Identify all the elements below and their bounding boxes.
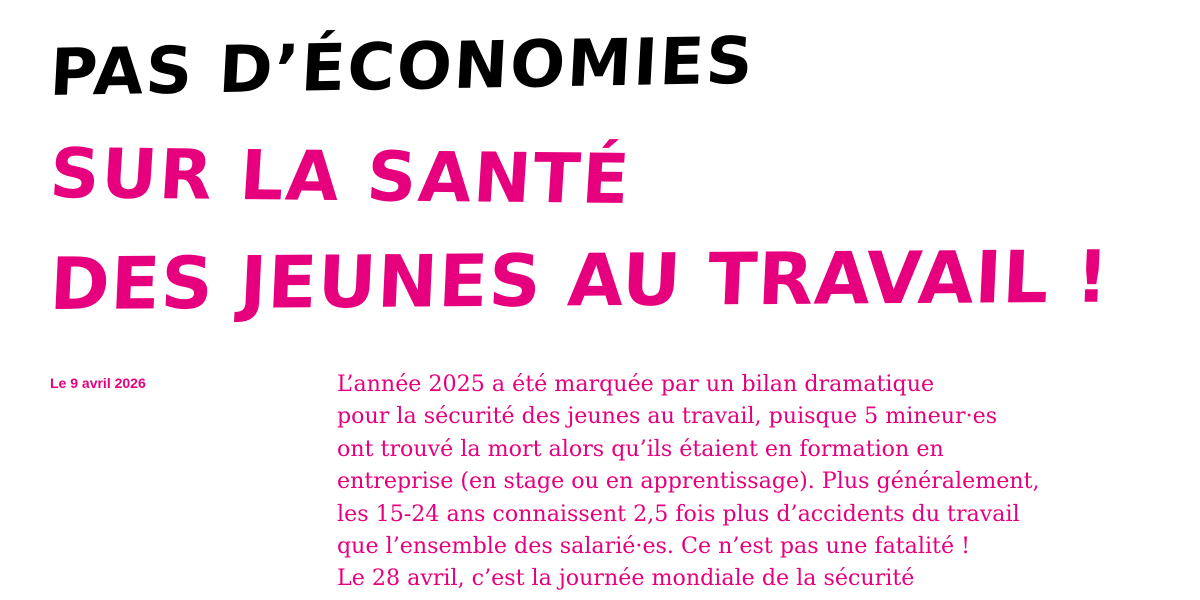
body-line: que l’ensemble des salarié·es. Ce n’est pas une fatalité !: [337, 533, 971, 560]
body-line: Le 28 avril, c’est la journée mondiale de la sécurité: [337, 565, 915, 592]
headline-line-3: [48, 234, 1112, 327]
headline-line-3-text: DES JEUNES AU TRAVAIL !: [48, 234, 1112, 327]
body-line: entreprise (en stage ou en apprentissage). Plus généralement,: [337, 468, 1040, 495]
body-line: ont trouvé la mort alors qu’ils étaient en formation en: [337, 435, 944, 462]
body-line: pour la sécurité des jeunes au travail, puisque 5 mineur·es: [337, 403, 998, 430]
publication-date: Le 9 avril 2026: [50, 375, 146, 391]
headline-line-1: [48, 23, 757, 112]
body-paragraph: [337, 368, 1167, 595]
headline-line-2-text: SUR LA SANTÉ: [47, 134, 634, 221]
headline-line-1-text: PAS D’ÉCONOMIES: [48, 23, 757, 112]
body-line: les 15-24 ans connaissent 2,5 fois plus d’accidents du travail: [337, 500, 1020, 527]
headline-line-2: [47, 134, 634, 221]
body-line: L’année 2025 a été marquée par un bilan dramatique: [337, 371, 935, 397]
